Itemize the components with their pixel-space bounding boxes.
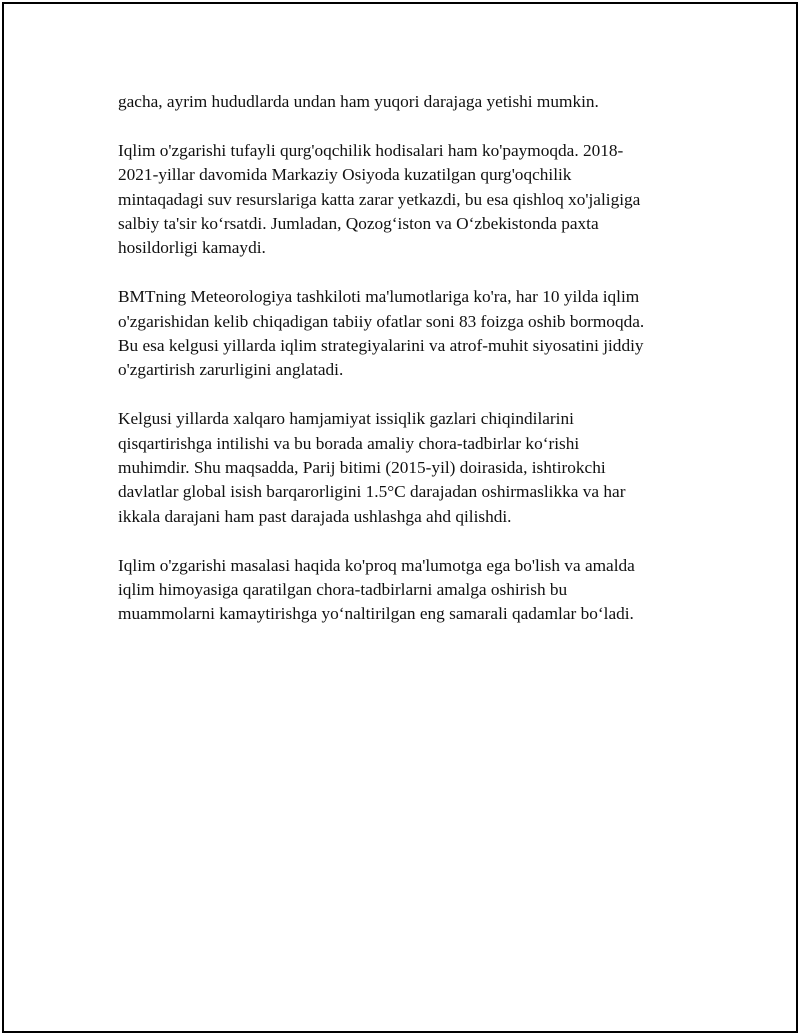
paragraph-paris-agreement: Kelgusi yillarda xalqaro hamjamiyat issiqlik gazlari chiqindilarini qisqartirishga intilishi va bu borada amaliy chora-tadbirlar ko‘rishi muhimdir. Shu maqsadda, Parij bitimi (2015-yil) doirasida, ishtirokchi davlatlar global isish barqarorligini 1.5°C darajadan oshirmaslikka va har ikkala darajani ham past darajada ushlashga ahd qilishdi. <box>118 409 626 526</box>
paragraph-drought: Iqlim o'zgarishi tufayli qurg'oqchilik hodisalari ham ko'paymoqda. 2018- 2021-yillar davomida Markaziy Osiyoda kuzatilgan qurg'oqchilik mintaqadagi suv resurslariga katta zarar yetkazdi, bu esa qishloq xo'jaligiga salbiy ta'sir ko‘rsatdi. Jumladan, Qozog‘iston va O‘zbekistonda paxta hosildorligi kamaydi. <box>118 140 641 258</box>
paragraph-conclusion: Iqlim o'zgarishi masalasi haqida ko'proq ma'lumotga ega bo'lish va amalda iqlim himoyasiga qaratilgan chora-tadbirlarni amalga oshirish bu muammolarni kamaytirishga yo‘naltirilgan eng samarali qadamlar bo‘ladi. <box>118 555 635 624</box>
document-body <box>118 90 698 651</box>
paragraph-wmo-disasters: BMTning Meteorologiya tashkiloti ma'lumotlariga ko'ra, har 10 yilda iqlim o'zgarishidan kelib chiqadigan tabiiy ofatlar soni 83 foizga oshib bormoqda. Bu esa kelgusi yillarda iqlim strategiyalarini va atrof-muhit siyosatini jiddiy o'zgartirish zarurligini anglatadi. <box>118 287 645 380</box>
paragraph-continuation: gacha, ayrim hududlarda undan ham yuqori darajaga yetishi mumkin. <box>118 92 599 111</box>
document-page <box>2 2 798 1033</box>
